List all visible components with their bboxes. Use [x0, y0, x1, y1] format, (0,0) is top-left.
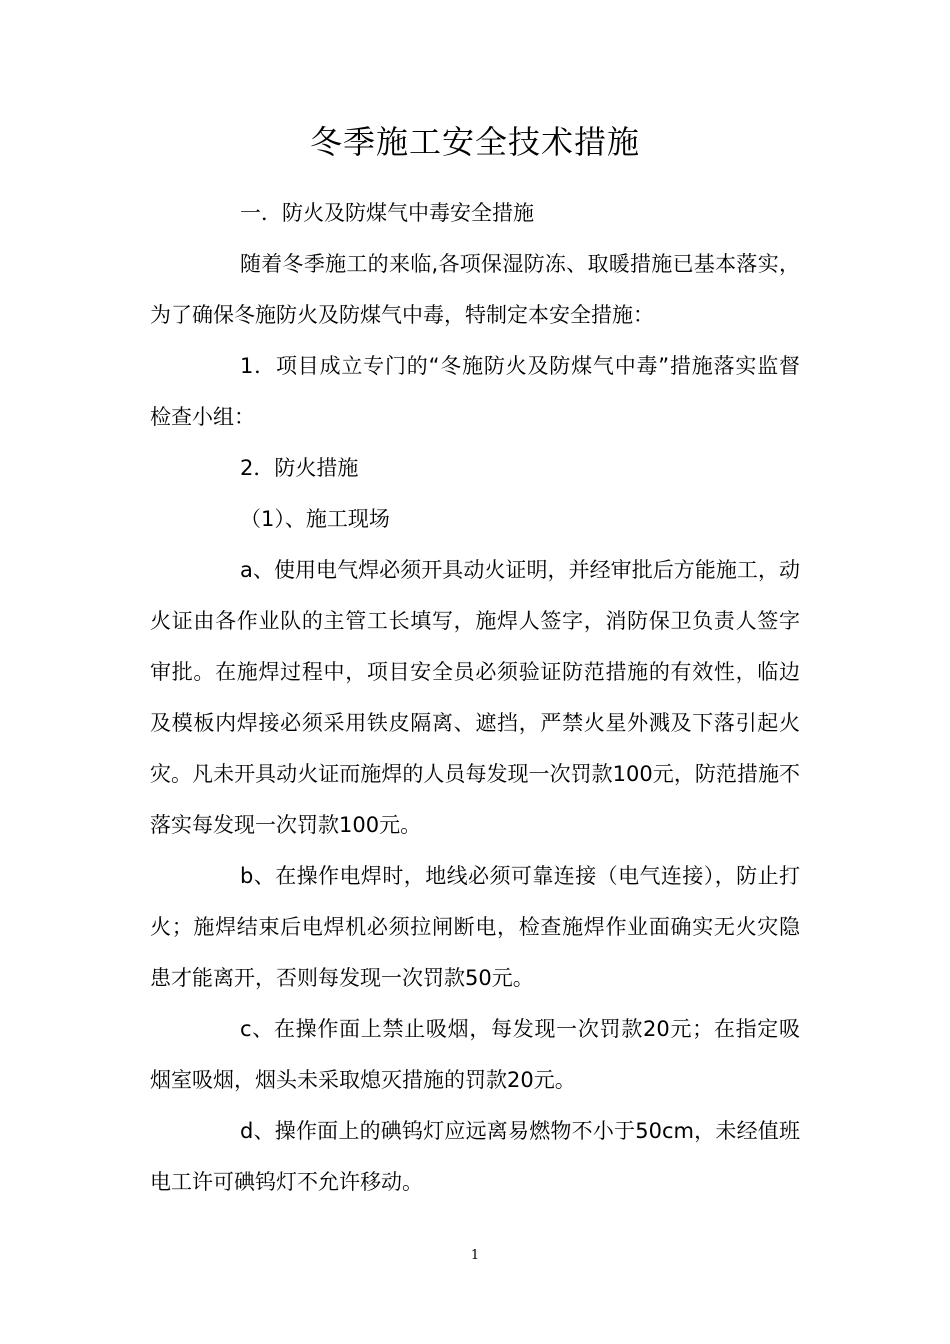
document-title: 冬季施工安全技术措施: [309, 123, 640, 161]
subsection-construction-site: （1）、施工现场: [240, 507, 390, 531]
item-2-heading: 2．防火措施: [240, 456, 359, 480]
clause-d-paragraph: d、操作面上的碘钨灯应远离易燃物不小于50cm，未经值班电工许可碘钨灯不允许移动。: [150, 1119, 800, 1194]
clause-c-paragraph: c、在操作面上禁止吸烟，每发现一次罚款20元；在指定吸烟室吸烟，烟头未采取熄灭措施的罚款20元。: [150, 1017, 800, 1092]
document-body: [150, 188, 800, 1208]
intro-paragraph: 随着冬季施工的来临,各项保湿防冻、取暖措施已基本落实，为了确保冬施防火及防煤气中毒，特制定本安全措施：: [150, 252, 800, 327]
section-heading-fire-prevention: 一．防火及防煤气中毒安全措施: [240, 201, 534, 225]
item-1-paragraph: 1．项目成立专门的“冬施防火及防煤气中毒”措施落实监督检查小组：: [150, 354, 800, 429]
page-number: 1: [470, 1248, 480, 1263]
clause-a-paragraph: a、使用电气焊必须开具动火证明，并经审批后方能施工，动火证由各作业队的主管工长填写，施焊人签字，消防保卫负责人签字审批。在施焊过程中，项目安全员必须验证防范措施的有效性，临边及模板内焊接必须采用铁皮隔离、遮挡，严禁火星外溅及下落引起火灾。凡未开具动火证而施焊的人员每发现一次罚款100元，防范措施不落实每发现一次罚款100元。: [150, 558, 800, 837]
clause-b-paragraph: b、在操作电焊时，地线必须可靠连接（电气连接），防止打火；施焊结束后电焊机必须拉闸断电，检查施焊作业面确实无火灾隐患才能离开，否则每发现一次罚款50元。: [150, 864, 800, 990]
